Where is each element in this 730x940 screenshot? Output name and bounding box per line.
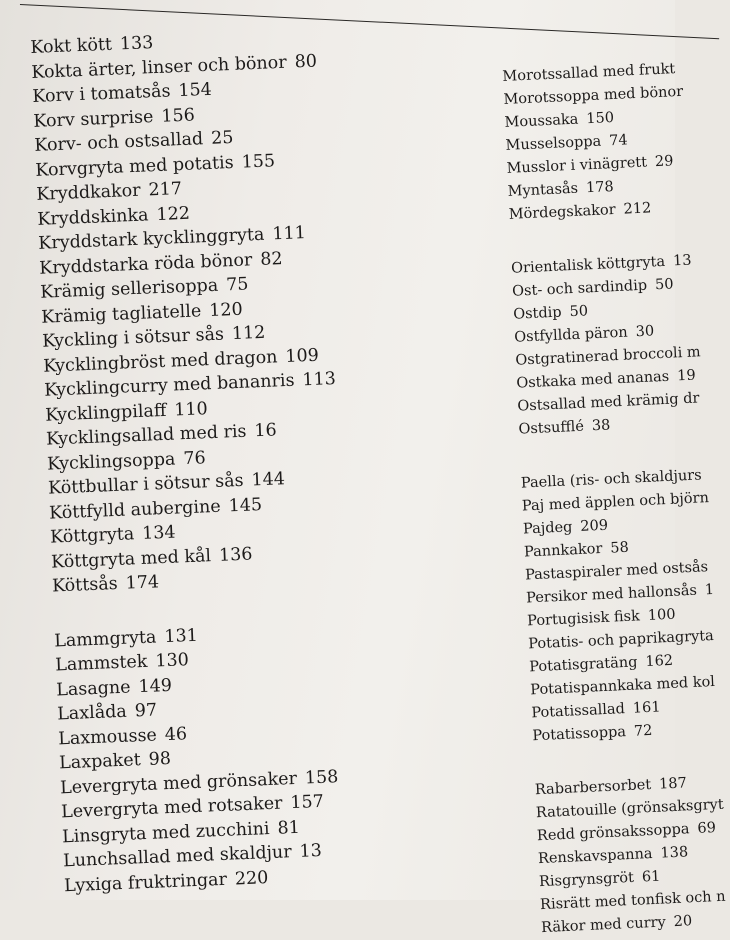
entry-name: Paella (ris- och skaldjurs (520, 467, 702, 492)
entry-page-number: 220 (234, 867, 269, 889)
entry-name: Kyckling i sötsur sås (41, 324, 225, 352)
entry-page-number: 174 (125, 572, 160, 594)
entry-page-number: 80 (294, 51, 318, 72)
entry-page-number: 162 (645, 652, 674, 671)
entry-page-number: 13 (672, 252, 692, 270)
entry-name: Paj med äpplen och björn (521, 490, 710, 515)
entry-page-number: 13 (299, 840, 323, 862)
entry-page-number: 187 (658, 775, 688, 793)
entry-name: Ostgratinerad broccoli m (515, 344, 701, 369)
entry-page-number: 20 (673, 913, 693, 931)
entry-page-number: 134 (141, 522, 176, 544)
entry-page-number: 72 (633, 722, 653, 740)
entry-name: Portugisisk fisk (526, 608, 641, 630)
index-column-left (30, 24, 356, 898)
entry-name: Ostsufflé (518, 418, 585, 438)
entry-name: Korv- och ostsallad (34, 129, 204, 156)
entry-page-number: 156 (161, 104, 196, 127)
entry-name: Köttbullar i sötsur sås (47, 470, 244, 499)
entry-page-number: 69 (697, 820, 717, 837)
entry-page-number: 25 (210, 127, 234, 149)
entry-page-number: 157 (290, 791, 325, 814)
entry-name: Kryddstark kycklinggryta (37, 224, 265, 254)
entry-page-number: 145 (228, 494, 263, 516)
entry-page-number: 158 (304, 766, 339, 789)
entry-page-number: 109 (284, 345, 320, 367)
entry-page-number: 81 (277, 817, 301, 839)
entry-name: Potatissallad (531, 701, 626, 722)
entry-page-number: 138 (660, 844, 689, 862)
entry-page-number: 120 (208, 299, 244, 321)
entry-page-number: 38 (591, 417, 611, 435)
entry-name: Ostsallad med krämig dr (517, 390, 700, 415)
entry-page-number: 111 (271, 223, 307, 245)
entry-name: Lammgryta (53, 626, 157, 652)
entry-page-number: 136 (218, 543, 253, 566)
entry-page-number: 50 (654, 276, 674, 294)
entry-name: Ost- och sardindip (511, 277, 648, 300)
entry-page-number: 154 (178, 79, 213, 102)
entry-name: Persikor med hallonsås (525, 582, 698, 607)
entry-name: Kryddkakor (35, 180, 141, 205)
entry-page-number: 61 (641, 868, 661, 886)
entry-page-number: 97 (134, 700, 158, 722)
entry-name: Kokt kött (30, 34, 113, 58)
entry-name: Renskavspanna (537, 845, 653, 868)
entry-name: Korv surprise (33, 106, 154, 132)
entry-name: Kycklingcurry med bananris (43, 370, 295, 401)
entry-page-number: 133 (119, 33, 154, 55)
entry-page-number: 178 (585, 179, 615, 197)
entry-page-number: 112 (231, 322, 266, 345)
entry-page-number: 16 (254, 420, 278, 442)
entry-name: Risrätt med tonfisk och n (539, 888, 726, 914)
entry-name: Lunchsallad med skaldjur (62, 842, 293, 872)
entry-name: Lyxiga fruktringar (63, 869, 228, 896)
entry-page-number: 50 (569, 303, 589, 321)
entry-name: Redd grönsakssoppa (536, 821, 690, 845)
entry-page-number: 76 (182, 447, 207, 469)
entry-name: Laxlåda (56, 701, 128, 725)
index-group-o (511, 249, 707, 441)
index-group-m (502, 57, 697, 226)
entry-page-number: 150 (586, 109, 615, 128)
entry-name: Pajdeg (522, 519, 573, 538)
entry-name: Potatisgratäng (528, 654, 638, 676)
entry-name: Kycklingbröst med dragon (42, 346, 278, 377)
entry-name: Lasagne (55, 676, 131, 700)
entry-page-number: 212 (623, 200, 652, 218)
entry-name: Rabarbersorbet (534, 776, 652, 799)
entry-name: Kycklingsallad med ris (45, 421, 247, 450)
entry-name: Potatis- och paprikagryta (527, 627, 715, 653)
entry-name: Musselsoppa (505, 133, 602, 154)
entry-page-number: 149 (138, 675, 173, 697)
entry-page-number: 217 (148, 179, 183, 201)
entry-name: Linsgryta med zucchini (61, 818, 270, 847)
index-column-right (502, 57, 730, 940)
entry-name: Myntasås (507, 180, 579, 200)
entry-name: Köttsås (51, 573, 119, 597)
entry-page-number: 110 (173, 398, 209, 421)
entry-page-number: 58 (609, 539, 630, 557)
entry-name: Potatispannkaka med kol (529, 673, 716, 699)
entry-name: Levergryta med grönsaker (59, 768, 298, 798)
entry-name: Lammstek (54, 651, 148, 676)
entry-page-number: 144 (251, 469, 286, 491)
entry-name: Ostkaka med ananas (516, 368, 670, 392)
entry-name: Ratatouille (grönsaksgryt (535, 796, 724, 822)
entry-page-number: 1 (704, 581, 715, 599)
entry-page-number: 155 (241, 150, 276, 173)
entry-name: Ostdip (512, 304, 562, 323)
entry-page-number: 161 (632, 699, 661, 717)
entry-page-number: 75 (225, 274, 249, 296)
index-group-p (520, 464, 720, 748)
entry-page-number: 209 (580, 517, 609, 535)
entry-name: Morotssoppa med bönor (503, 83, 684, 108)
entry-name: Korvgryta med potatis (34, 152, 235, 181)
entry-name: Köttgryta (49, 524, 135, 548)
entry-page-number: 30 (635, 323, 655, 341)
entry-name: Laxmousse (57, 724, 158, 749)
entry-name: Ostfyllda päron (513, 324, 629, 346)
entry-name: Pastaspiraler med ostsås (524, 559, 709, 584)
index-group-k (30, 24, 344, 599)
entry-page-number: 100 (647, 606, 676, 624)
entry-name: Morotssallad med frukt (502, 61, 676, 85)
entry-name: Räkor med curry (540, 914, 667, 937)
entry-name: Pannkakor (523, 540, 603, 561)
entry-name: Levergryta med rotsaker (60, 793, 283, 823)
entry-name: Laxpaket (58, 750, 142, 774)
index-group-r (534, 771, 729, 940)
entry-page-number: 98 (148, 748, 172, 770)
entry-name: Musslor i vinägrett (506, 154, 648, 177)
entry-page-number: 46 (164, 723, 188, 745)
entry-name: Kokta ärter, linser och bönor (31, 52, 288, 83)
entry-page-number: 74 (608, 132, 628, 150)
entry-name: Korv i tomatsås (32, 81, 171, 107)
entry-name: Krämig tagliatelle (40, 300, 202, 328)
entry-page-number: 122 (156, 203, 191, 225)
entry-name: Moussaka (504, 111, 579, 131)
entry-name: Kycklingpilaff (44, 400, 167, 426)
entry-page-number: 82 (259, 248, 283, 270)
entry-page-number: 29 (654, 153, 674, 171)
entry-name: Kryddskinka (36, 204, 149, 230)
entry-name: Risgrynsgröt (538, 869, 635, 891)
entry-name: Mördegskakor (508, 202, 616, 223)
entry-page-number: 19 (676, 367, 696, 385)
entry-page-number: 130 (155, 650, 190, 672)
entry-name: Krämig sellerisoppa (39, 275, 219, 303)
entry-page-number: 113 (302, 369, 337, 391)
entry-name: Köttgryta med kål (50, 545, 212, 573)
entry-name: Kryddstarka röda bönor (38, 249, 253, 279)
index-group-l (54, 617, 356, 898)
entry-name: Köttfylld aubergine (48, 496, 222, 524)
entry-page-number: 131 (163, 625, 199, 647)
entry-name: Orientalisk köttgryta (510, 253, 666, 277)
entry-name: Kycklingsoppa (46, 449, 176, 475)
entry-name: Potatissoppa (532, 724, 627, 745)
